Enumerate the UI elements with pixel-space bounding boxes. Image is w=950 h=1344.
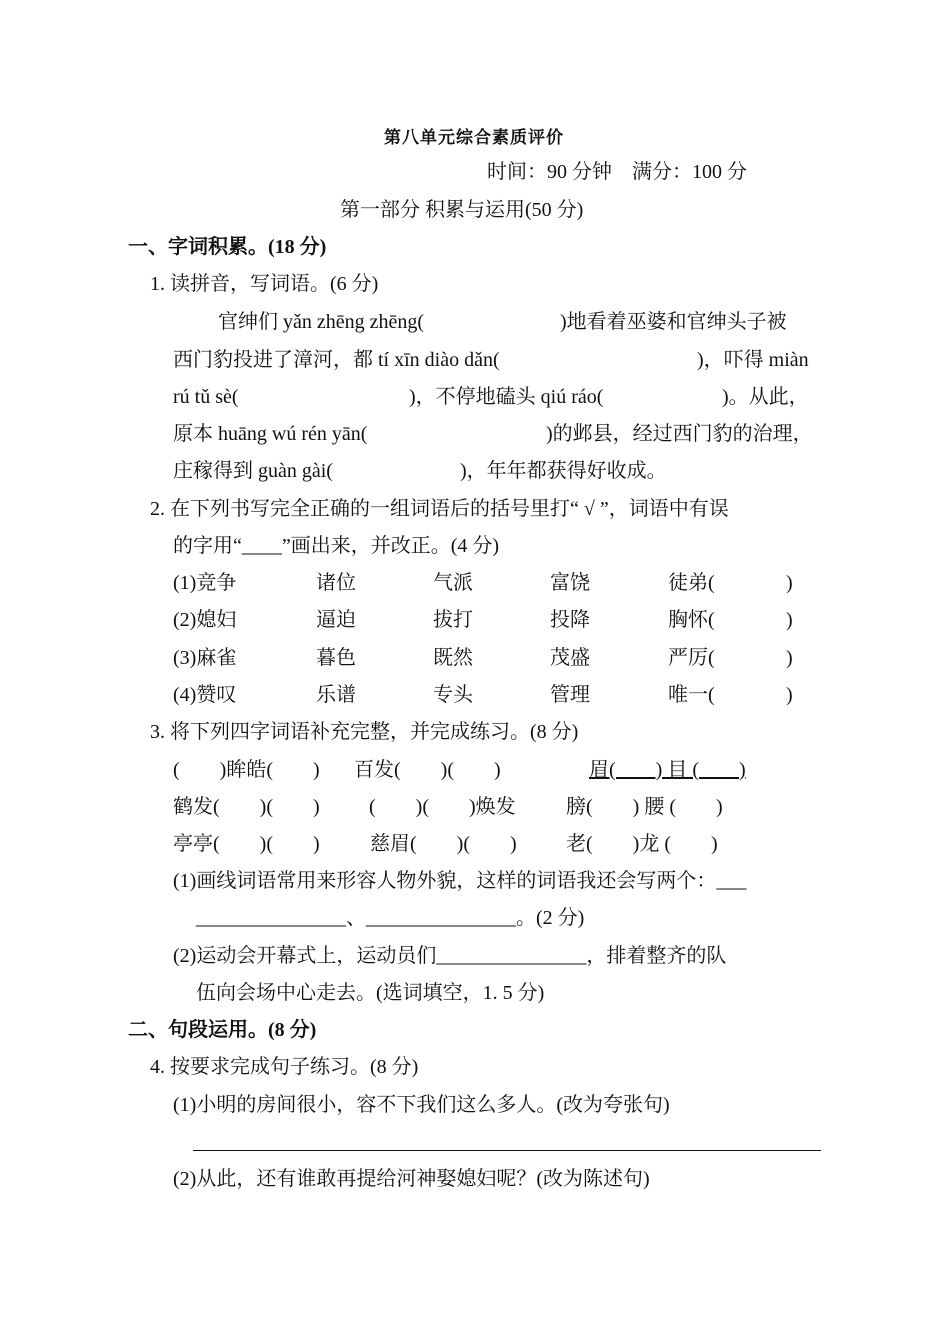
idiom-blank: ( )眸皓( ): [173, 759, 320, 781]
q2-word: 投降: [550, 609, 590, 631]
q2-answer-paren: ): [786, 684, 793, 706]
q1-text: )的邺县，经过西门豹的治理，: [546, 423, 813, 445]
q1-text: )，年年都获得好收成。: [460, 460, 667, 482]
q3-sub-1: (1)画线词语常用来形容人物外貌，这样的词语我还会写两个：___: [173, 870, 747, 892]
time-info: 时间：90 分钟 满分：100 分: [487, 161, 747, 183]
q2-word: 徒弟(: [668, 572, 715, 594]
idiom-blank: 亭亭( )( ): [173, 833, 320, 855]
q1-text: )，不停地磕头 qiú ráo(: [409, 386, 604, 408]
q2-word: 气派: [433, 572, 473, 594]
q1-text: )，吓得 miàn: [697, 349, 809, 371]
idiom-blank: 膀( ) 腰 ( ): [566, 796, 723, 818]
question-1-label: 1. 读拼音，写词语。(6 分): [150, 273, 379, 295]
q2-word: 胸怀(: [668, 609, 715, 631]
q2-word: 拔打: [433, 609, 473, 631]
q2-answer-paren: ): [786, 647, 793, 669]
q2-word: 既然: [433, 647, 473, 669]
q2-answer-paren: ): [786, 572, 793, 594]
q2-word: 专头: [433, 684, 473, 706]
q2-word: 诸位: [316, 572, 356, 594]
q1-text: 官绅们 yǎn zhēng zhēng(: [218, 311, 425, 333]
idiom-blank: 百发( )( ): [354, 759, 501, 781]
q1-text: 原本 huāng wú rén yān(: [173, 423, 368, 445]
q2-word: 暮色: [316, 647, 356, 669]
q1-text: 庄稼得到 guàn gài(: [173, 460, 333, 482]
q2-word: (1)竞争: [173, 572, 237, 594]
answer-line[interactable]: [193, 1150, 821, 1151]
q2-word: 唯一(: [668, 684, 715, 706]
q2-word: (4)赞叹: [173, 684, 237, 706]
page-title: 第八单元综合素质评价: [384, 128, 564, 147]
idiom-blank-underlined: 眉( ) 目 ( ): [589, 759, 746, 781]
section-heading-1: 一、字词积累。(18 分): [128, 236, 327, 258]
q3-sub-2: (2)运动会开幕式上，运动员们_______________，排着整齐的队: [173, 945, 727, 967]
idiom-blank: 鹤发( )( ): [173, 796, 320, 818]
q2-word: 富饶: [550, 572, 590, 594]
part-title: 第一部分 积累与运用(50 分): [340, 199, 584, 221]
q1-text: )。从此，: [722, 386, 809, 408]
idiom-blank: ( )( )焕发: [369, 796, 516, 818]
q2-word: (3)麻雀: [173, 647, 237, 669]
q2-word: 茂盛: [550, 647, 590, 669]
q3-sub-1-cont: _______________、_______________。(2 分): [196, 907, 585, 929]
q4-sub-2: (2)从此，还有谁敢再提给河神娶媳妇呢？(改为陈述句): [173, 1168, 650, 1190]
idiom-blank: 老( )龙 ( ): [566, 833, 718, 855]
q2-answer-paren: ): [786, 609, 793, 631]
q4-sub-1: (1)小明的房间很小，容不下我们这么多人。(改为夸张句): [173, 1094, 670, 1116]
q1-text: rú tǔ sè(: [173, 386, 239, 408]
q1-text: )地看着巫婆和官绅头子被: [560, 311, 787, 333]
q3-sub-2-cont: 伍向会场中心走去。(选词填空，1. 5 分): [196, 982, 545, 1004]
question-2-label-cont: 的字用“____”画出来，并改正。(4 分): [173, 535, 500, 557]
q1-text: 西门豹投进了漳河，都 tí xīn diào dǎn(: [173, 349, 500, 371]
q2-word: 严厉(: [668, 647, 715, 669]
question-3-label: 3. 将下列四字词语补充完整，并完成练习。(8 分): [150, 721, 579, 743]
question-4-label: 4. 按要求完成句子练习。(8 分): [150, 1056, 419, 1078]
question-2-label: 2. 在下列书写完全正确的一组词语后的括号里打“ √ ”，词语中有误: [150, 498, 729, 520]
idiom-blank: 慈眉( )( ): [370, 833, 517, 855]
section-heading-2: 二、句段运用。(8 分): [128, 1019, 317, 1041]
q2-word: (2)媳妇: [173, 609, 237, 631]
q2-word: 乐谱: [316, 684, 356, 706]
q2-word: 逼迫: [316, 609, 356, 631]
q2-word: 管理: [550, 684, 590, 706]
